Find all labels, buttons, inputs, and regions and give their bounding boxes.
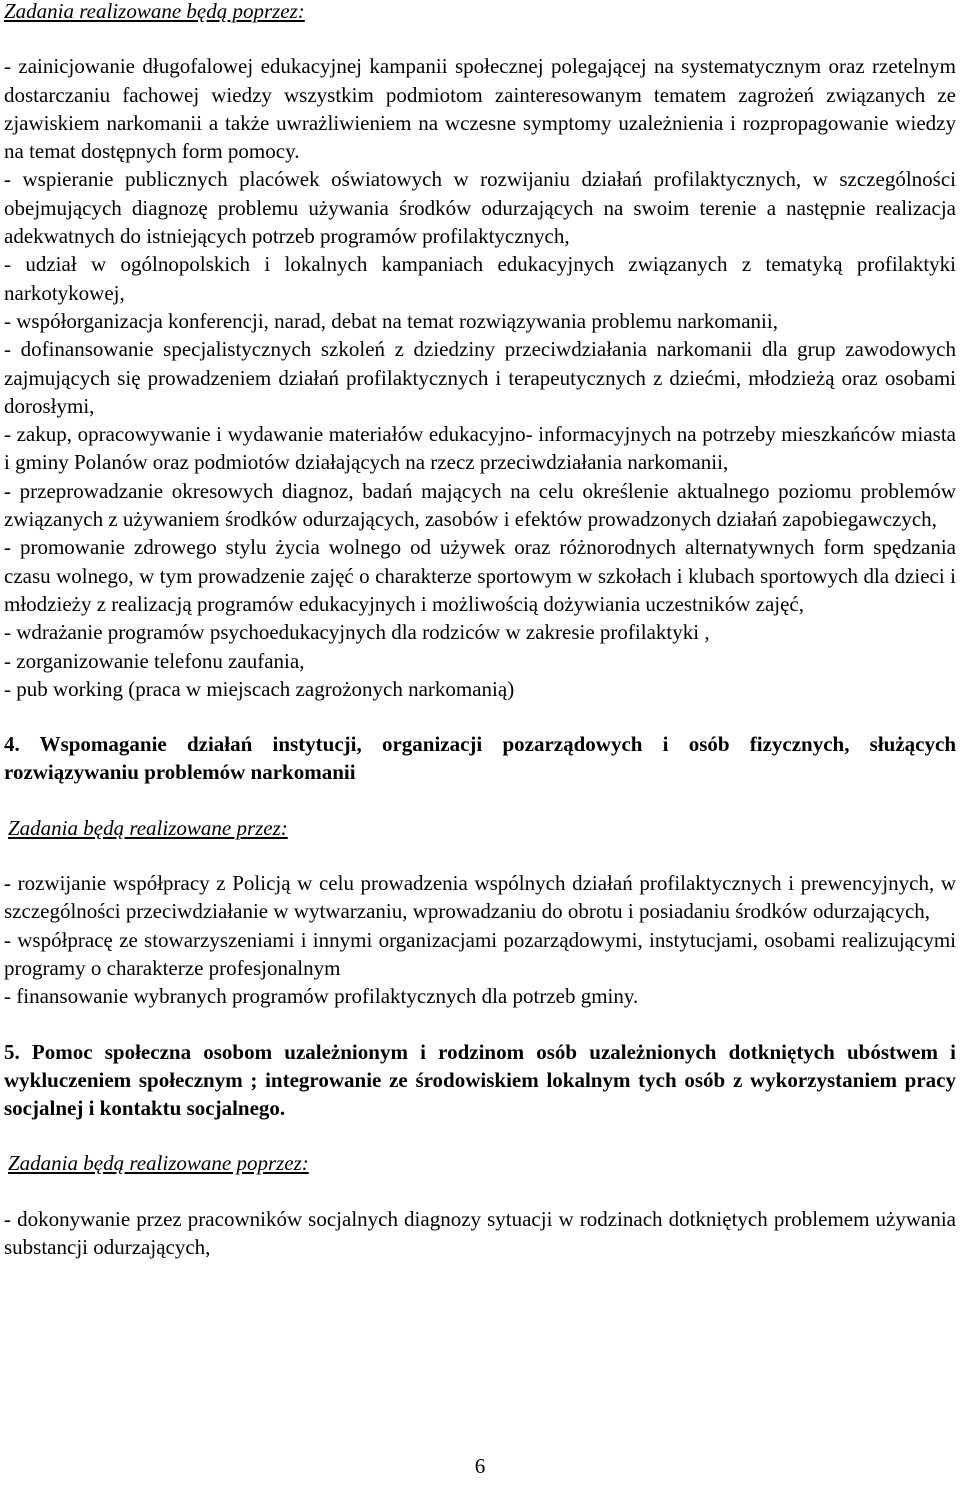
list-item: - wspieranie publicznych placówek oświatowych w rozwijaniu działań profilaktycznych, w szczególności obejmujących diagnozę problemu używania środków odurzających na swoim terenie a następnie realizacja adekwatnych do istniejących potrzeb programów profilaktycznych, [4,167,956,249]
list-item: - dofinansowanie specjalistycznych szkoleń z dziedziny przeciwdziałania narkomanii dla grup zawodowych zajmujących się prowadzeniem działań profilaktycznych i terapeutycznych z dziećmi, młodzieżą oraz osobami dorosłymi, [4,337,956,418]
list-item: - wdrażanie programów psychoedukacyjnych dla rodziców w zakresie profilaktyki , [4,620,710,645]
document-page [4,0,956,1261]
section-5-title: 5. Pomoc społeczna osobom uzależnionym i rodzinom osób uzależnionych dotkniętych ubóstwem i wykluczeniem społecznym ; integrowanie ze środowiskiem lokalnym tych osób z wykorzystaniem pracy socjalnej i kontaktu socjalnego. [4,1039,956,1121]
list-item: - przeprowadzanie okresowych diagnoz, badań mających na celu określenie aktualnego poziomu problemów związanych z używaniem środków odurzających, zasobów i efektów prowadzonych działań zapobiegawczych, [4,478,956,532]
section-4-list [4,869,956,1010]
list-item: - zainicjowanie długofalowej edukacyjnej kampanii społecznej polegającej na systematycznym oraz rzetelnym dostarczaniu fachowej wiedzy wszystkim podmiotom zainteresowanym tematem zagrożeń związanych ze zjawiskiem narkomanii a także uwrażliwieniem na wczesne symptomy uzależnienia i rozpropagowanie wiedzy na temat dostępnych form pomocy. [4,54,956,164]
list-item: - rozwijanie współpracy z Policją w celu prowadzenia wspólnych działań profilaktycznych i prewencyjnych, w szczególności przeciwdziałanie w wytwarzaniu, wprowadzaniu do obrotu i posiadaniu środków odurzających, [4,871,956,924]
list-item: - współorganizacja konferencji, narad, debat na temat rozwiązywania problemu narkomanii, [4,308,778,333]
list-item: - dokonywanie przez pracowników socjalnych diagnozy sytuacji w rodzinach dotkniętych problemem używania substancji odurzających, [4,1206,956,1259]
section-4-title: 4. Wspomaganie działań instytucji, organizacji pozarządowych i osób fizycznych, służących rozwiązywaniu problemów narkomanii [4,732,956,785]
page-number: 6 [474,1454,486,1478]
tasks-heading: Zadania realizowane będą poprzez: [4,0,305,23]
list-item: - współpracę ze stowarzyszeniami i innymi organizacjami pozarządowymi, instytucjami, osobami realizującymi programy o charakterze profesjonalnym [4,927,956,980]
list-item: - promowanie zdrowego stylu życia wolnego od używek oraz różnorodnych alternatywnych form spędzania czasu wolnego, w tym prowadzenie zajęć o charakterze sportowym w szkołach i klubach sportowych dla dzieci i młodzieży z realizacją programów edukacyjnych i możliwością dożywiania uczestników zajęć, [4,535,956,616]
section-4-tasks-heading: Zadania będą realizowane przez: [8,815,288,840]
list-item: - zakup, opracowywanie i wydawanie materiałów edukacyjno- informacyjnych na potrzeby mieszkańców miasta i gminy Polanów oraz podmiotów działających na rzecz przeciwdziałania narkomanii, [4,422,956,475]
section-5-tasks-heading: Zadania będą realizowane poprzez: [8,1151,309,1176]
list-item: - udział w ogólnopolskich i lokalnych kampaniach edukacyjnych związanych z tematyką profilaktyki narkotykowej, [4,252,956,305]
tasks-list [4,52,956,703]
list-item: - pub working (praca w miejscach zagrożonych narkomanią) [4,676,515,701]
section-5-list [4,1205,956,1262]
list-item: - finansowanie wybranych programów profilaktycznych dla potrzeb gminy. [4,984,639,1009]
list-item: - zorganizowanie telefonu zaufania, [4,648,305,673]
